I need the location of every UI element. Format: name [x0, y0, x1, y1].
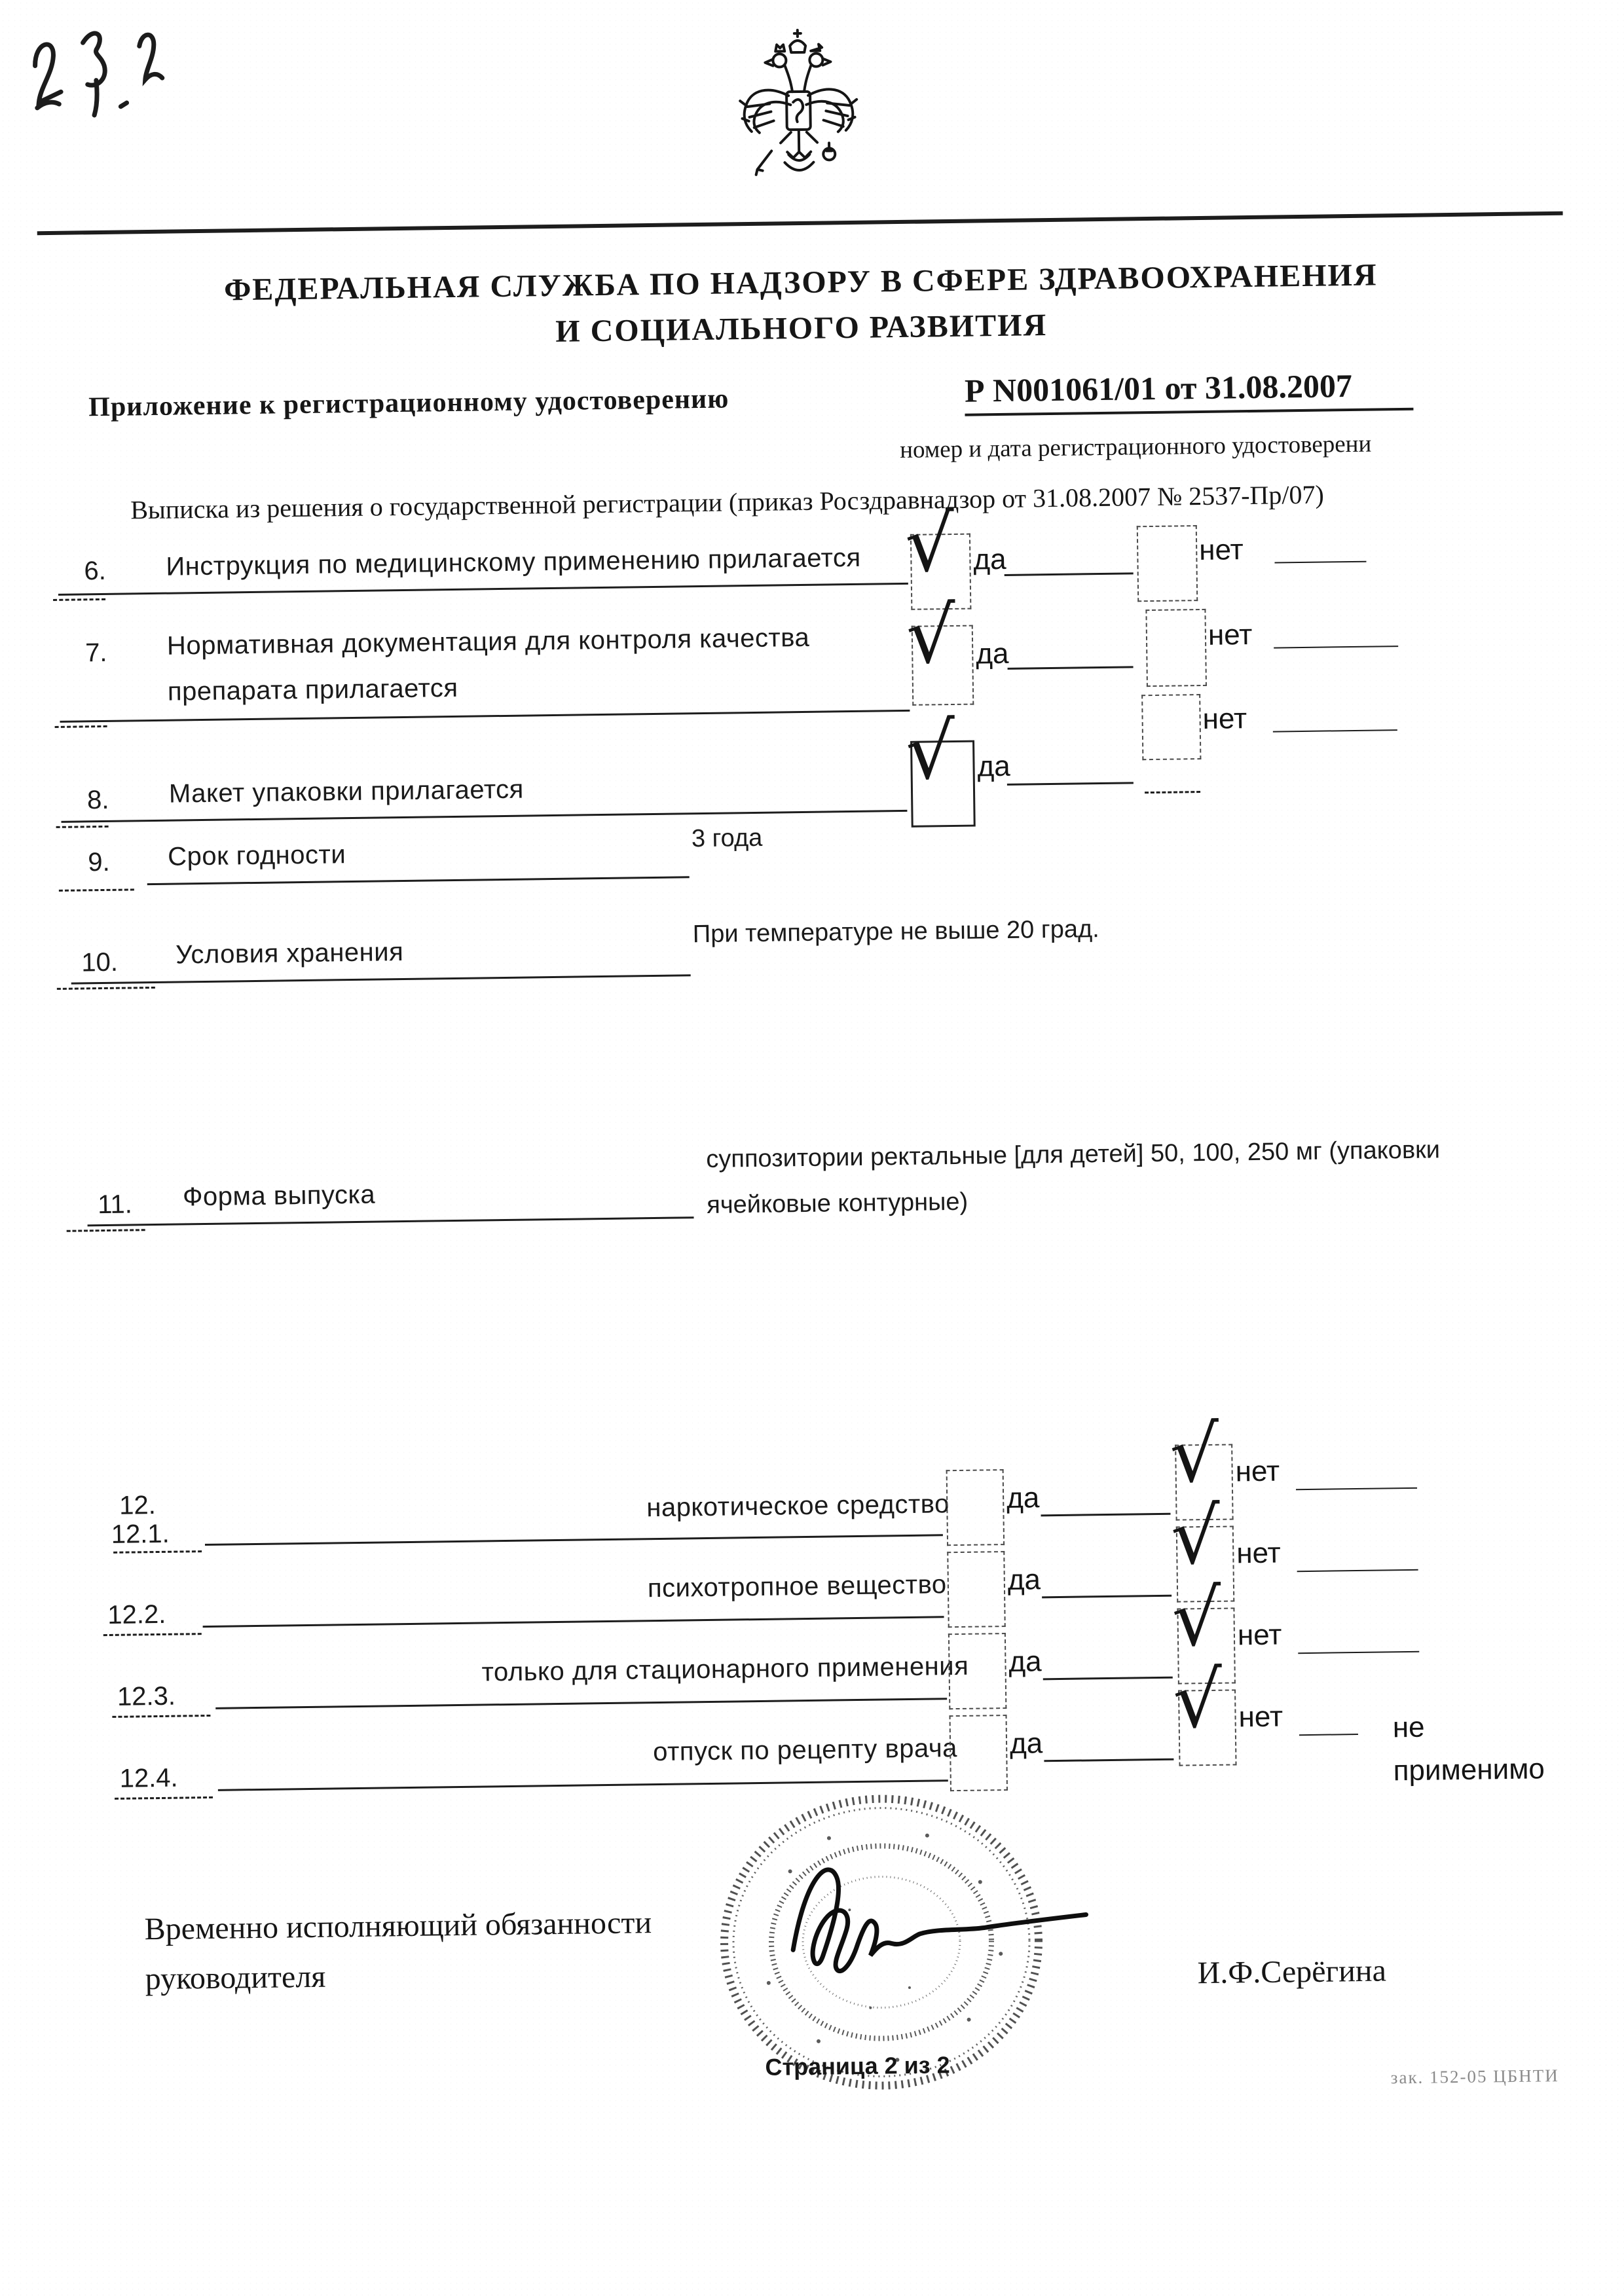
item-12-2-label: психотропное вещество [647, 1570, 947, 1603]
item-8-line [61, 810, 907, 823]
item-12-number: 12. [119, 1491, 157, 1520]
item-11-label: Форма выпуска [182, 1180, 376, 1212]
item-12-1-mid-line [1041, 1513, 1170, 1517]
signer-role-line1: Временно исполняющий обязанности [144, 1905, 652, 1947]
extract-line: Выписка из решения о государственной регистрации (приказ Росздравнадзор от 31.08.2007 № 2537-Пр/07) [130, 479, 1325, 525]
item-7-line [60, 710, 910, 723]
item-7-yes-label: да [975, 637, 1009, 670]
item-12-4-label: отпуск по рецепту врача [652, 1734, 958, 1767]
item-8-number: 8. [86, 785, 109, 815]
item-12-4-dashes [115, 1796, 213, 1800]
item-12-1-no-label: нет [1235, 1455, 1280, 1488]
item-7-mid-line [1008, 666, 1134, 670]
check-icon: √ [904, 498, 955, 589]
check-icon: √ [1171, 1572, 1222, 1664]
item-12-1-yes-checkbox [946, 1469, 1005, 1546]
check-icon: √ [906, 589, 957, 681]
item-6-no-checkbox [1137, 525, 1198, 602]
check-icon: √ [1170, 1490, 1221, 1582]
item-12-3-dashes [112, 1715, 210, 1718]
item-12-2-tail-line [1297, 1569, 1418, 1572]
item-9-label: Срок годности [167, 840, 346, 871]
item-6-tail-line [1274, 561, 1366, 564]
signer-name: И.Ф.Серёгина [1197, 1953, 1387, 1991]
item-9-number: 9. [88, 847, 110, 877]
item-12-2-number: 12.2. [107, 1599, 166, 1630]
item-6-mid-line [1005, 572, 1134, 576]
item-12-2-dashes [103, 1633, 202, 1636]
item-12-1-line [205, 1534, 943, 1546]
item-8-yes-checkbox [905, 705, 976, 828]
org-name-line2: И СОЦИАЛЬНОГО РАЗВИТИЯ [555, 308, 1048, 349]
item-12-3-line [215, 1698, 947, 1709]
item-8-tail-line [1273, 729, 1397, 732]
item-7-label-line2: препарата прилагается [167, 673, 458, 706]
registration-number-caption: номер и дата регистрационного удостоверени [899, 430, 1372, 464]
item-6-number: 6. [84, 556, 107, 586]
item-12-3-tail-line [1298, 1651, 1419, 1654]
item-12-3-mid-line [1043, 1677, 1173, 1681]
item-12-2-no-label: нет [1236, 1537, 1282, 1570]
item-12-2-mid-line [1042, 1595, 1172, 1599]
item-12-1-dashes [113, 1550, 202, 1554]
item-9-number-dashes [59, 888, 134, 892]
item-12-1-label: наркотическое средство [646, 1489, 950, 1523]
item-8-no-dashes [1145, 791, 1200, 793]
item-12-4-yes-label: да [1009, 1727, 1043, 1760]
registration-number: Р N001061/01 от 31.08.2007 [965, 366, 1414, 416]
item-7-no-label: нет [1208, 618, 1253, 651]
item-12-4-note-line1: не [1392, 1711, 1425, 1744]
item-12-4-number: 12.4. [119, 1763, 178, 1793]
item-8-no-label: нет [1202, 702, 1247, 735]
item-11-value-line2: ячейковые контурные) [706, 1188, 969, 1219]
item-6-no-label: нет [1198, 534, 1244, 567]
item-12-4-note-line2: применимо [1393, 1753, 1545, 1787]
item-12-4-tail-line [1299, 1734, 1358, 1736]
item-12-1-tail-line [1296, 1487, 1417, 1490]
item-12-4-line [218, 1779, 948, 1791]
item-12-3-no-label: нет [1237, 1618, 1282, 1652]
item-12-2-yes-checkbox [947, 1551, 1006, 1628]
item-12-3-yes-checkbox [948, 1633, 1007, 1709]
item-10-value: При температуре не выше 20 град. [692, 915, 1099, 949]
item-8-label: Макет упаковки прилагается [168, 774, 525, 809]
item-12-4-no-checkbox [1172, 1654, 1237, 1766]
item-12-3-number: 12.3. [117, 1681, 176, 1711]
item-10-number-dashes [57, 987, 155, 990]
item-8-number-dashes [56, 826, 109, 828]
check-icon: √ [1172, 1654, 1223, 1745]
item-11-line [88, 1216, 694, 1226]
item-12-3-yes-label: да [1008, 1645, 1042, 1678]
item-12-3-label: только для стационарного применения [481, 1651, 969, 1687]
item-11-number-dashes [67, 1229, 145, 1232]
item-9-value: 3 года [691, 824, 763, 853]
item-12-4-yes-checkbox [950, 1715, 1008, 1791]
signature-icon [766, 1834, 1115, 1990]
item-12-1-yes-label: да [1006, 1482, 1040, 1515]
print-reference: зак. 152-05 ЦБНТИ [1390, 2066, 1559, 2088]
item-6-yes-label: да [973, 543, 1006, 576]
page-number-note: Страница 2 из 2 [765, 2051, 950, 2081]
item-11-value-line1: суппозитории ректальные [для детей] 50, 100, 250 мг (упаковки [706, 1136, 1441, 1173]
item-10-number: 10. [81, 947, 119, 977]
check-icon: √ [1169, 1408, 1220, 1500]
item-9-line [147, 876, 690, 885]
item-12-4-no-label: нет [1238, 1700, 1283, 1734]
document-title: Приложение к регистрационному удостоверению [88, 384, 729, 423]
item-12-4-mid-line [1044, 1758, 1173, 1762]
check-icon: √ [905, 705, 956, 797]
item-7-tail-line [1274, 646, 1398, 648]
item-6-line [58, 583, 908, 596]
item-8-no-checkbox [1141, 694, 1201, 760]
item-12-2-yes-label: да [1007, 1563, 1041, 1597]
item-7-number: 7. [84, 638, 107, 668]
item-12-1-number: 12.1. [111, 1519, 170, 1549]
item-12-2-line [203, 1616, 944, 1628]
item-7-no-checkbox [1145, 609, 1207, 687]
item-7-label-line1: Нормативная документация для контроля качества [166, 623, 810, 661]
item-8-yes-label: да [977, 750, 1011, 783]
item-7-number-dashes [55, 725, 107, 728]
item-6-label: Инструкция по медицинскому применению прилагается [166, 543, 861, 581]
item-10-label: Условия хранения [175, 938, 404, 970]
item-8-mid-line [1007, 782, 1134, 786]
item-11-number: 11. [97, 1190, 133, 1220]
coat-of-arms-icon [732, 24, 866, 223]
org-name-line1: ФЕДЕРАЛЬНАЯ СЛУЖБА ПО НАДЗОРУ В СФЕРЕ ЗДРАВООХРАНЕНИЯ [223, 257, 1378, 308]
item-6-number-dashes [53, 598, 105, 601]
item-10-line [71, 974, 691, 984]
item-7-yes-checkbox [906, 589, 974, 706]
signer-role-line2: руководителя [145, 1959, 326, 1997]
